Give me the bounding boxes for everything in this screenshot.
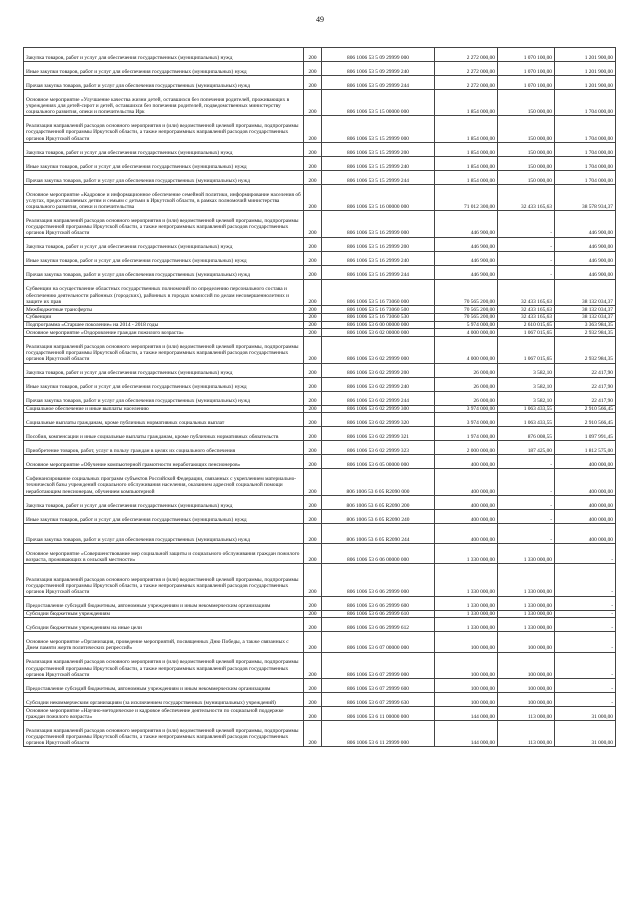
row-code: 200 [304, 652, 322, 678]
row-code: 200 [304, 427, 322, 441]
row-amount-approved: 1 854 000,00 [435, 142, 498, 156]
row-amount-remaining: 446 900,00 [555, 211, 616, 237]
row-classification-code: 806 1006 53 5 15 29999 200 [322, 142, 435, 156]
row-amount-approved: 1 330 000,00 [435, 596, 498, 610]
row-amount-approved: 446 900,00 [435, 265, 498, 279]
row-classification-code: 806 1006 53 5 16 73060 530 [322, 313, 435, 321]
row-amount-remaining: 400 000,00 [555, 495, 616, 509]
row-description: Социальные выплаты гражданам, кроме публичных нормативных социальных выплат [24, 413, 304, 427]
row-description: Прочая закупка товаров, работ и услуг для обеспечения государственных (муниципальных) нужд [24, 76, 304, 90]
row-classification-code: 806 1006 53 6 00 00000 000 [322, 321, 435, 329]
row-amount-remaining: - [555, 618, 616, 632]
row-amount-executed: 150 000,00 [498, 142, 555, 156]
row-amount-remaining: 1 704 000,00 [555, 142, 616, 156]
row-amount-approved: 2 272 000,00 [435, 76, 498, 90]
row-description: Иные закупки товаров, работ и услуг для обеспечения государственных (муниципальных) нужд [24, 251, 304, 265]
row-code: 200 [304, 329, 322, 337]
row-classification-code: 806 1006 53 6 02 29999 320 [322, 413, 435, 427]
table-row [24, 265, 616, 279]
row-description: Основное мероприятие «Обучение компьютерной грамотности неработающих пенсионеров» [24, 455, 304, 469]
table-row [24, 509, 616, 523]
row-code: 200 [304, 116, 322, 142]
row-description: Иные закупки товаров, работ и услуг для обеспечения государственных (муниципальных) нужд [24, 62, 304, 76]
row-code: 200 [304, 721, 322, 747]
row-amount-executed: 3 582,10 [498, 377, 555, 391]
row-amount-approved: 26 000,00 [435, 377, 498, 391]
row-classification-code: 806 1006 53 6 02 29999 000 [322, 337, 435, 363]
row-amount-executed: 113 000,00 [498, 721, 555, 747]
row-amount-remaining: 38 132 034,37 [555, 313, 616, 321]
row-classification-code: 806 1006 53 5 16 29999 244 [322, 265, 435, 279]
row-amount-remaining: 2 910 566,45 [555, 405, 616, 413]
row-description: Прочая закупка товаров, работ и услуг для обеспечения государственных (муниципальных) нужд [24, 265, 304, 279]
row-code: 200 [304, 142, 322, 156]
row-amount-approved: 70 565 200,00 [435, 305, 498, 313]
table-row [24, 405, 616, 413]
row-amount-approved: 5 974 000,00 [435, 321, 498, 329]
table-row [24, 391, 616, 405]
row-amount-executed: 2 610 015,65 [498, 321, 555, 329]
row-amount-remaining: 31 000,00 [555, 707, 616, 721]
row-description: Основное мероприятие «Оздоровление граждан пожилого возраста» [24, 329, 304, 337]
row-classification-code: 806 1006 53 6 07 29999 000 [322, 652, 435, 678]
row-description: Субсидии бюджетным учреждениям на иные цели [24, 618, 304, 632]
row-amount-remaining: 2 932 984,35 [555, 329, 616, 337]
row-amount-executed: 32 433 165,63 [498, 305, 555, 313]
row-amount-approved: 1 330 000,00 [435, 543, 498, 563]
row-amount-approved: 100 000,00 [435, 679, 498, 693]
row-amount-approved: 100 000,00 [435, 693, 498, 707]
table-row [24, 62, 616, 76]
row-classification-code: 806 1006 53 6 06 29999 600 [322, 596, 435, 610]
row-amount-approved: 4 000 000,00 [435, 329, 498, 337]
row-amount-executed: - [498, 469, 555, 495]
row-description: Реализация направлений расходов основного мероприятия и (или) ведомственной целевой программы, подпрограммы государственной программы Иркутской области, а также непрограммных направлений расходов государственных органов Иркутской области [24, 211, 304, 237]
row-amount-executed: 1 063 433,55 [498, 413, 555, 427]
row-code: 200 [304, 76, 322, 90]
row-amount-approved: 144 000,00 [435, 707, 498, 721]
row-amount-executed: 3 582,10 [498, 391, 555, 405]
row-amount-remaining: 446 900,00 [555, 251, 616, 265]
row-code: 200 [304, 48, 322, 62]
row-amount-remaining: - [555, 679, 616, 693]
row-description: Прочая закупка товаров, работ и услуг для обеспечения государственных (муниципальных) нужд [24, 391, 304, 405]
row-classification-code: 806 1006 53 6 05 R2090 240 [322, 509, 435, 523]
row-amount-executed: - [498, 523, 555, 543]
row-code: 200 [304, 251, 322, 265]
row-code: 200 [304, 495, 322, 509]
table-row [24, 652, 616, 678]
row-amount-remaining: 1 704 000,00 [555, 90, 616, 116]
row-description: Софинансирование социальных программ субъектов Российской Федерации, связанных с укреплением материально-технической базы учреждений социального обслуживания населения, оказанием адресной социальной помощи неработающим пенсионерам, обучением компьютерной [24, 469, 304, 495]
row-code: 200 [304, 337, 322, 363]
row-amount-approved: 1 330 000,00 [435, 610, 498, 618]
row-amount-executed: - [498, 495, 555, 509]
row-description: Подпрограмма «Старшее поколение» на 2014 - 2018 годы [24, 321, 304, 329]
row-code: 200 [304, 596, 322, 610]
row-code: 200 [304, 156, 322, 170]
row-description: Закупка товаров, работ и услуг для обеспечения государственных (муниципальных) нужд [24, 237, 304, 251]
row-description: Закупка товаров, работ и услуг для обеспечения государственных (муниципальных) нужд [24, 142, 304, 156]
row-amount-executed: 100 000,00 [498, 693, 555, 707]
table-row [24, 721, 616, 747]
row-description: Основное мероприятие «Организация, проведение мероприятий, посвященных Дню Победы, а также связанных с Днем памяти жертв политических репрессий» [24, 632, 304, 652]
row-amount-approved: 400 000,00 [435, 469, 498, 495]
row-amount-remaining: 400 000,00 [555, 509, 616, 523]
row-classification-code: 806 1006 53 6 07 29999 600 [322, 679, 435, 693]
row-description: Основное мероприятие «Научно-методическое и кадровое обеспечение деятельности по социальной поддержке граждан пожилого возраста» [24, 707, 304, 721]
row-amount-approved: 446 900,00 [435, 237, 498, 251]
row-amount-executed: 150 000,00 [498, 156, 555, 170]
row-code: 200 [304, 632, 322, 652]
row-amount-approved: 144 000,00 [435, 721, 498, 747]
row-classification-code: 806 1006 53 5 16 73060 000 [322, 279, 435, 305]
row-code: 200 [304, 184, 322, 210]
row-amount-executed: 32 433 165,63 [498, 313, 555, 321]
row-description: Реализация направлений расходов основного мероприятия и (или) ведомственной целевой программы, подпрограммы государственной программы Иркутской области, а также непрограммных направлений расходов государственных органов Иркутской области [24, 116, 304, 142]
row-classification-code: 806 1006 53 6 05 00000 000 [322, 455, 435, 469]
row-code: 200 [304, 523, 322, 543]
row-code: 200 [304, 413, 322, 427]
row-amount-remaining: - [555, 596, 616, 610]
row-classification-code: 806 1006 53 6 07 29999 630 [322, 693, 435, 707]
row-amount-remaining: 38 132 034,37 [555, 305, 616, 313]
row-classification-code: 806 1006 53 5 15 29999 240 [322, 156, 435, 170]
table-row [24, 313, 616, 321]
row-description: Реализация направлений расходов основного мероприятия и (или) ведомственной целевой программы, подпрограммы государственной программы Иркутской области, а также непрограммных направлений расходов государственных органов Иркутской области [24, 564, 304, 597]
row-description: Субсидии бюджетным учреждениям [24, 610, 304, 618]
row-classification-code: 806 1006 53 5 15 29999 000 [322, 116, 435, 142]
row-classification-code: 806 1006 53 6 06 00000 000 [322, 543, 435, 563]
row-code: 200 [304, 618, 322, 632]
table-row [24, 495, 616, 509]
row-code: 200 [304, 237, 322, 251]
row-description: Пособия, компенсации и иные социальные выплаты гражданам, кроме публичных нормативных обязательств [24, 427, 304, 441]
table-row [24, 596, 616, 610]
row-amount-executed: 150 000,00 [498, 90, 555, 116]
table-row [24, 279, 616, 305]
row-amount-executed: 1 067 015,65 [498, 329, 555, 337]
table-row [24, 90, 616, 116]
table-row [24, 377, 616, 391]
row-amount-approved: 446 900,00 [435, 211, 498, 237]
row-description: Основное мероприятие «Совершенствование мер социальной защиты и социального обслуживания граждан пожилого возраста, проживающих в сельской местности» [24, 543, 304, 563]
row-amount-approved: 100 000,00 [435, 632, 498, 652]
row-amount-executed: 1 330 000,00 [498, 596, 555, 610]
table-row [24, 363, 616, 377]
row-amount-executed: 32 433 165,63 [498, 279, 555, 305]
row-amount-executed: 100 000,00 [498, 679, 555, 693]
row-amount-approved: 100 000,00 [435, 652, 498, 678]
row-amount-approved: 1 854 000,00 [435, 156, 498, 170]
row-code: 200 [304, 363, 322, 377]
row-description: Субсидии некоммерческим организациям (за исключением государственных (муниципальных) учреждений) [24, 693, 304, 707]
row-amount-executed: 1 070 100,00 [498, 62, 555, 76]
row-code: 200 [304, 679, 322, 693]
row-amount-approved: 3 974 000,00 [435, 413, 498, 427]
row-amount-approved: 400 000,00 [435, 523, 498, 543]
row-amount-executed: 1 330 000,00 [498, 618, 555, 632]
row-classification-code: 806 1006 53 6 02 00000 000 [322, 329, 435, 337]
table-row [24, 170, 616, 184]
row-description: Предоставление субсидий бюджетным, автономным учреждениям и иным некоммерческим организациям [24, 679, 304, 693]
row-code: 200 [304, 610, 322, 618]
row-amount-remaining: 1 704 000,00 [555, 116, 616, 142]
row-code: 200 [304, 211, 322, 237]
row-code: 200 [304, 469, 322, 495]
row-amount-remaining: 1 704 000,00 [555, 156, 616, 170]
table-row [24, 329, 616, 337]
table-row [24, 455, 616, 469]
row-classification-code: 806 1006 53 6 06 29999 612 [322, 618, 435, 632]
row-description: Закупка товаров, работ и услуг для обеспечения государственных (муниципальных) нужд [24, 495, 304, 509]
row-classification-code: 806 1006 53 6 06 29999 610 [322, 610, 435, 618]
row-classification-code: 806 1006 53 5 09 29999 000 [322, 48, 435, 62]
table-row [24, 337, 616, 363]
row-amount-executed: 150 000,00 [498, 170, 555, 184]
row-code: 200 [304, 321, 322, 329]
table-row [24, 156, 616, 170]
table-row [24, 632, 616, 652]
row-description: Основное мероприятие «Кадровое и информационное обеспечение семейной политики, информирование населения об услугах, предоставляемых детям и семьям с детьми в Иркутской области, в рамках полномочий министерства социального развития, опеки и попечительства [24, 184, 304, 210]
row-code: 200 [304, 405, 322, 413]
row-amount-executed: 113 000,00 [498, 707, 555, 721]
row-classification-code: 806 1006 53 6 05 R2090 244 [322, 523, 435, 543]
row-classification-code: 806 1006 53 5 16 73060 500 [322, 305, 435, 313]
row-amount-executed: - [498, 455, 555, 469]
row-amount-approved: 70 565 200,00 [435, 313, 498, 321]
table-row [24, 211, 616, 237]
row-classification-code: 806 1006 53 6 07 00000 000 [322, 632, 435, 652]
row-code: 200 [304, 707, 322, 721]
row-classification-code: 806 1006 53 6 02 29999 300 [322, 405, 435, 413]
row-amount-remaining: 31 000,00 [555, 721, 616, 747]
table-row [24, 321, 616, 329]
row-amount-approved: 1 854 000,00 [435, 90, 498, 116]
row-amount-approved: 400 000,00 [435, 455, 498, 469]
row-description: Субвенции [24, 313, 304, 321]
row-description: Иные закупки товаров, работ и услуг для обеспечения государственных (муниципальных) нужд [24, 156, 304, 170]
table-row [24, 413, 616, 427]
row-amount-remaining: 400 000,00 [555, 469, 616, 495]
row-amount-executed: - [498, 265, 555, 279]
row-amount-remaining: 2 932 984,35 [555, 337, 616, 363]
row-classification-code: 806 1006 53 5 16 29999 000 [322, 211, 435, 237]
row-description: Реализация направлений расходов основного мероприятия и (или) ведомственной целевой программы, подпрограммы государственной программы Иркутской области, а также непрограммных направлений расходов государственных органов Иркутской области [24, 337, 304, 363]
row-amount-remaining: 2 910 566,45 [555, 413, 616, 427]
row-classification-code: 806 1006 53 6 02 29999 244 [322, 391, 435, 405]
table-row [24, 427, 616, 441]
row-description: Предоставление субсидий бюджетным, автономным учреждениям и иным некоммерческим организациям [24, 596, 304, 610]
row-amount-executed: 100 000,00 [498, 652, 555, 678]
row-description: Иные закупки товаров, работ и услуг для обеспечения государственных (муниципальных) нужд [24, 509, 304, 523]
row-description: Субвенции на осуществление областных государственных полномочий по определению персонального состава и обеспечению деятельности районных (городских), районных в городах комиссий по делам несовершеннолетних и защите их прав [24, 279, 304, 305]
row-code: 200 [304, 377, 322, 391]
row-classification-code: 806 1006 53 5 16 29999 240 [322, 251, 435, 265]
row-classification-code: 806 1006 53 6 05 R2090 000 [322, 469, 435, 495]
row-amount-remaining: 1 812 575,00 [555, 441, 616, 455]
row-code: 200 [304, 564, 322, 597]
row-classification-code: 806 1006 53 5 09 29999 240 [322, 62, 435, 76]
row-code: 200 [304, 693, 322, 707]
row-amount-approved: 1 854 000,00 [435, 116, 498, 142]
budget-table [23, 47, 616, 747]
row-description: Приобретение товаров, работ, услуг в пользу граждан в целях их социального обеспечения [24, 441, 304, 455]
row-amount-executed: - [498, 211, 555, 237]
page-number: 49 [316, 15, 324, 24]
row-classification-code: 806 1006 53 6 02 29999 200 [322, 363, 435, 377]
table-row [24, 610, 616, 618]
row-code: 200 [304, 279, 322, 305]
row-amount-approved: 1 330 000,00 [435, 564, 498, 597]
row-amount-approved: 26 000,00 [435, 391, 498, 405]
row-description: Реализация направлений расходов основного мероприятия и (или) ведомственной целевой программы, подпрограммы государственной программы Иркутской области, а также непрограммных направлений расходов государственных органов Иркутской области [24, 721, 304, 747]
row-description: Реализация направлений расходов основного мероприятия и (или) ведомственной целевой программы, подпрограммы государственной программы Иркутской области, а также непрограммных направлений расходов государственных органов Иркутской области [24, 652, 304, 678]
row-description: Межбюджетные трансферты [24, 305, 304, 313]
table-row [24, 441, 616, 455]
row-amount-approved: 2 000 000,00 [435, 441, 498, 455]
table-row [24, 523, 616, 543]
row-code: 200 [304, 391, 322, 405]
row-amount-remaining: 22 417,90 [555, 363, 616, 377]
table-row [24, 469, 616, 495]
table-row [24, 693, 616, 707]
row-description: Прочая закупка товаров, работ и услуг для обеспечения государственных (муниципальных) нужд [24, 170, 304, 184]
row-description: Социальное обеспечение и иные выплаты населению [24, 405, 304, 413]
row-amount-approved: 71 012 300,00 [435, 184, 498, 210]
row-classification-code: 806 1006 53 5 16 00000 000 [322, 184, 435, 210]
row-amount-remaining: 1 201 900,00 [555, 62, 616, 76]
row-amount-approved: 446 900,00 [435, 251, 498, 265]
row-amount-remaining: 400 000,00 [555, 523, 616, 543]
row-classification-code: 806 1006 53 6 02 29999 240 [322, 377, 435, 391]
row-amount-approved: 400 000,00 [435, 509, 498, 523]
row-classification-code: 806 1006 53 5 09 29999 244 [322, 76, 435, 90]
row-description: Прочая закупка товаров, работ и услуг для обеспечения государственных (муниципальных) нужд [24, 523, 304, 543]
row-amount-executed: 1 070 100,00 [498, 48, 555, 62]
table-row [24, 564, 616, 597]
row-description: Основное мероприятие «Улучшение качества жизни детей, оставшихся без попечения родителей, проживающих в учреждениях для детей-сирот и детей, оставшихся без попечения родителей, подведомственных министерству социального развития, опеки и попечительства Ирк [24, 90, 304, 116]
row-amount-approved: 2 272 000,00 [435, 48, 498, 62]
row-amount-remaining: 1 201 900,00 [555, 48, 616, 62]
row-code: 200 [304, 90, 322, 116]
row-amount-remaining: 1 097 991,45 [555, 427, 616, 441]
row-amount-approved: 1 974 000,00 [435, 427, 498, 441]
row-code: 200 [304, 543, 322, 563]
row-amount-executed: 876 008,55 [498, 427, 555, 441]
row-amount-executed: - [498, 237, 555, 251]
row-amount-executed: 3 582,10 [498, 363, 555, 377]
row-amount-remaining: 38 132 034,37 [555, 279, 616, 305]
row-amount-executed: 1 063 433,55 [498, 405, 555, 413]
row-amount-remaining: 400 000,00 [555, 455, 616, 469]
table-row [24, 142, 616, 156]
table-row [24, 679, 616, 693]
row-amount-executed: 1 330 000,00 [498, 564, 555, 597]
row-code: 200 [304, 265, 322, 279]
table-row [24, 305, 616, 313]
row-amount-remaining: 22 417,90 [555, 377, 616, 391]
row-code: 200 [304, 62, 322, 76]
row-classification-code: 806 1006 53 5 15 00000 000 [322, 90, 435, 116]
row-code: 200 [304, 509, 322, 523]
row-amount-executed: 1 330 000,00 [498, 543, 555, 563]
row-amount-executed: 1 330 000,00 [498, 610, 555, 618]
row-amount-remaining: - [555, 564, 616, 597]
row-amount-approved: 4 000 000,00 [435, 337, 498, 363]
row-classification-code: 806 1006 53 6 11 00000 000 [322, 707, 435, 721]
row-amount-executed: 187 425,00 [498, 441, 555, 455]
row-amount-remaining: - [555, 543, 616, 563]
row-amount-approved: 1 854 000,00 [435, 170, 498, 184]
row-amount-remaining: - [555, 652, 616, 678]
row-description: Закупка товаров, работ и услуг для обеспечения государственных (муниципальных) нужд [24, 48, 304, 62]
table-row [24, 116, 616, 142]
table-row [24, 543, 616, 563]
row-amount-approved: 26 000,00 [435, 363, 498, 377]
row-amount-remaining: 446 900,00 [555, 265, 616, 279]
row-amount-executed: - [498, 509, 555, 523]
row-amount-approved: 1 330 000,00 [435, 618, 498, 632]
row-amount-approved: 400 000,00 [435, 495, 498, 509]
row-amount-remaining: 22 417,90 [555, 391, 616, 405]
table-row [24, 184, 616, 210]
row-description: Иные закупки товаров, работ и услуг для обеспечения государственных (муниципальных) нужд [24, 377, 304, 391]
row-amount-executed: 100 000,00 [498, 632, 555, 652]
row-description: Закупка товаров, работ и услуг для обеспечения государственных (муниципальных) нужд [24, 363, 304, 377]
row-amount-approved: 2 272 000,00 [435, 62, 498, 76]
row-amount-remaining: 3 363 984,35 [555, 321, 616, 329]
row-amount-executed: 1 070 100,00 [498, 76, 555, 90]
row-amount-executed: 32 433 165,63 [498, 184, 555, 210]
row-classification-code: 806 1006 53 6 02 29999 321 [322, 427, 435, 441]
row-classification-code: 806 1006 53 6 02 29999 323 [322, 441, 435, 455]
row-amount-approved: 3 974 000,00 [435, 405, 498, 413]
row-code: 200 [304, 305, 322, 313]
row-code: 200 [304, 455, 322, 469]
row-amount-remaining: - [555, 610, 616, 618]
row-amount-executed: 1 067 015,65 [498, 337, 555, 363]
row-classification-code: 806 1006 53 5 15 29999 244 [322, 170, 435, 184]
table-row [24, 48, 616, 62]
row-amount-executed: - [498, 251, 555, 265]
row-code: 200 [304, 441, 322, 455]
row-code: 200 [304, 313, 322, 321]
row-classification-code: 806 1006 53 5 16 29999 200 [322, 237, 435, 251]
row-classification-code: 806 1006 53 6 05 R2090 200 [322, 495, 435, 509]
row-amount-remaining: 1 201 900,00 [555, 76, 616, 90]
table-row [24, 618, 616, 632]
row-amount-executed: 150 000,00 [498, 116, 555, 142]
table-row [24, 76, 616, 90]
table-row [24, 251, 616, 265]
table-row [24, 237, 616, 251]
row-code: 200 [304, 170, 322, 184]
table-row [24, 707, 616, 721]
row-amount-remaining: - [555, 632, 616, 652]
row-amount-remaining: - [555, 693, 616, 707]
row-amount-remaining: 38 578 934,37 [555, 184, 616, 210]
row-classification-code: 806 1006 53 6 11 29999 000 [322, 721, 435, 747]
row-classification-code: 806 1006 53 6 06 29999 000 [322, 564, 435, 597]
row-amount-remaining: 446 900,00 [555, 237, 616, 251]
row-amount-approved: 70 565 200,00 [435, 279, 498, 305]
row-amount-remaining: 1 704 000,00 [555, 170, 616, 184]
